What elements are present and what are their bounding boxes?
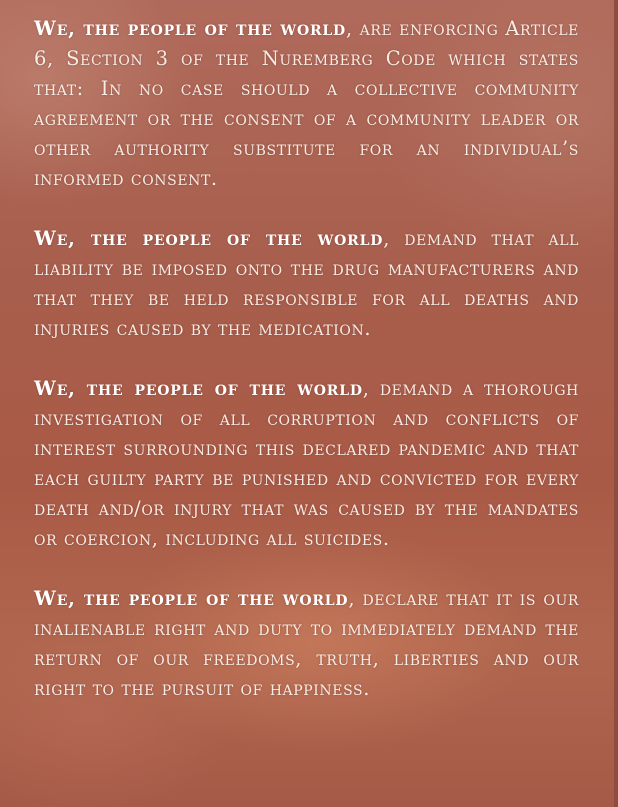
paragraph-body: , declare that it is our inalienable right and duty to immediately demand the return of our freedoms, truth, liberties and our right to the pursuit of happiness. (34, 587, 579, 700)
paragraph-liability (34, 224, 579, 344)
declaration-text (34, 14, 579, 734)
paragraph-lead: We, the people of the world (34, 227, 384, 250)
paragraph-lead: We, the people of the world (34, 377, 363, 400)
paragraph-freedoms (34, 584, 579, 704)
paragraph-lead: We, the people of the world (34, 17, 346, 40)
page-edge (614, 0, 618, 807)
paragraph-nuremberg-code (34, 14, 579, 194)
paragraph-lead: We, the people of the world (34, 587, 349, 610)
paragraph-investigation (34, 374, 579, 554)
paragraph-body: , demand that all liability be imposed onto the drug manufacturers and that they be held responsible for all deaths and injuries caused by the medication. (34, 227, 579, 340)
paragraph-body: , demand a thorough investigation of all corruption and conflicts of interest surrounding this declared pandemic and that each guilty party be punished and convicted for every death and/or injury that was caused by the mandates or coercion, including all suicides. (34, 377, 579, 550)
paragraph-body: , are enforcing Article 6, Section 3 of the Nuremberg Code which states that: In no case should a collective community agreement or the consent of a community leader or other authority substitute for an individual’s informed consent. (34, 17, 579, 190)
